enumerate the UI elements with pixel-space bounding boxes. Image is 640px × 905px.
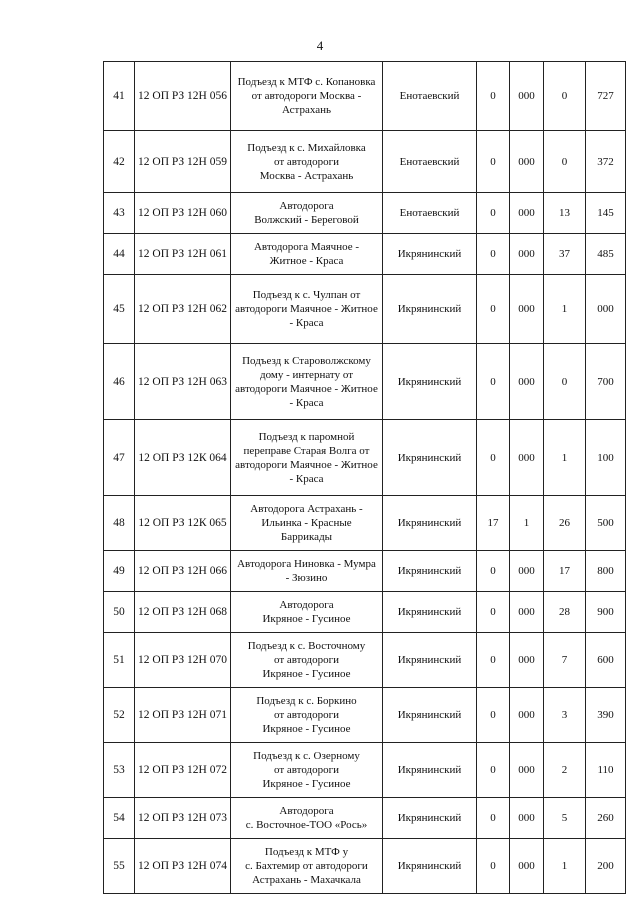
table-body <box>104 62 626 894</box>
district-name: Икрянинский <box>383 344 477 420</box>
length-km: 26 <box>544 496 586 551</box>
length-km: 17 <box>544 551 586 592</box>
length-km: 1 <box>544 420 586 496</box>
district-name: Икрянинский <box>383 798 477 839</box>
length-m: 500 <box>586 496 626 551</box>
value-a: 0 <box>477 420 510 496</box>
row-number: 52 <box>104 688 135 743</box>
table-row <box>104 131 626 193</box>
road-code: 12 ОП РЗ 12Н 074 <box>135 839 231 894</box>
road-name: Подъезд к Староволжскому дому - интернату от автодороги Маячное - Житное - Краса <box>231 344 383 420</box>
length-m: 390 <box>586 688 626 743</box>
road-name: Автодорога Икряное - Гусиное <box>231 592 383 633</box>
district-name: Икрянинский <box>383 275 477 344</box>
length-m: 900 <box>586 592 626 633</box>
length-m: 700 <box>586 344 626 420</box>
value-b: 000 <box>510 839 544 894</box>
value-b: 000 <box>510 62 544 131</box>
length-km: 13 <box>544 193 586 234</box>
value-a: 0 <box>477 688 510 743</box>
length-m: 800 <box>586 551 626 592</box>
road-name: Автодорога Астрахань - Ильинка - Красные Баррикады <box>231 496 383 551</box>
table-row <box>104 633 626 688</box>
length-m: 727 <box>586 62 626 131</box>
value-b: 1 <box>510 496 544 551</box>
district-name: Икрянинский <box>383 420 477 496</box>
length-m: 600 <box>586 633 626 688</box>
road-name: Подъезд к МТФ у с. Бахтемир от автодороги Астрахань - Махачкала <box>231 839 383 894</box>
road-code: 12 ОП РЗ 12Н 062 <box>135 275 231 344</box>
road-code: 12 ОП РЗ 12Н 071 <box>135 688 231 743</box>
value-b: 000 <box>510 193 544 234</box>
row-number: 51 <box>104 633 135 688</box>
road-name: Подъезд к с. Михайловка от автодороги Москва - Астрахань <box>231 131 383 193</box>
road-name: Подъезд к с. Боркино от автодороги Икряное - Гусиное <box>231 688 383 743</box>
value-b: 000 <box>510 131 544 193</box>
table-row <box>104 193 626 234</box>
value-b: 000 <box>510 344 544 420</box>
row-number: 46 <box>104 344 135 420</box>
value-a: 0 <box>477 62 510 131</box>
value-b: 000 <box>510 234 544 275</box>
length-m: 485 <box>586 234 626 275</box>
road-code: 12 ОП РЗ 12Н 073 <box>135 798 231 839</box>
length-km: 0 <box>544 344 586 420</box>
district-name: Енотаевский <box>383 131 477 193</box>
district-name: Икрянинский <box>383 592 477 633</box>
length-m: 145 <box>586 193 626 234</box>
value-a: 0 <box>477 592 510 633</box>
district-name: Енотаевский <box>383 62 477 131</box>
length-km: 7 <box>544 633 586 688</box>
value-b: 000 <box>510 275 544 344</box>
road-name: Подъезд к с. Озерному от автодороги Икряное - Гусиное <box>231 743 383 798</box>
value-b: 000 <box>510 633 544 688</box>
value-b: 000 <box>510 551 544 592</box>
value-a: 0 <box>477 234 510 275</box>
value-a: 0 <box>477 131 510 193</box>
road-name: Подъезд к паромной переправе Старая Волга от автодороги Маячное - Житное - Краса <box>231 420 383 496</box>
length-km: 0 <box>544 62 586 131</box>
road-name: Подъезд к МТФ с. Копановка от автодороги Москва - Астрахань <box>231 62 383 131</box>
length-m: 000 <box>586 275 626 344</box>
length-km: 3 <box>544 688 586 743</box>
table-row <box>104 420 626 496</box>
road-code: 12 ОП РЗ 12Н 059 <box>135 131 231 193</box>
row-number: 50 <box>104 592 135 633</box>
road-code: 12 ОП РЗ 12Н 063 <box>135 344 231 420</box>
road-code: 12 ОП РЗ 12Н 068 <box>135 592 231 633</box>
row-number: 42 <box>104 131 135 193</box>
value-a: 0 <box>477 743 510 798</box>
road-name: Автодорога с. Восточное-ТОО «Рось» <box>231 798 383 839</box>
value-b: 000 <box>510 798 544 839</box>
road-code: 12 ОП РЗ 12Н 061 <box>135 234 231 275</box>
district-name: Енотаевский <box>383 193 477 234</box>
value-a: 0 <box>477 551 510 592</box>
road-code: 12 ОП РЗ 12Н 060 <box>135 193 231 234</box>
length-km: 28 <box>544 592 586 633</box>
road-code: 12 ОП РЗ 12Н 056 <box>135 62 231 131</box>
road-name: Автодорога Маячное - Житное - Краса <box>231 234 383 275</box>
value-a: 0 <box>477 839 510 894</box>
road-code: 12 ОП РЗ 12К 065 <box>135 496 231 551</box>
road-code: 12 ОП РЗ 12К 064 <box>135 420 231 496</box>
roads-table <box>103 61 626 894</box>
value-a: 0 <box>477 344 510 420</box>
length-km: 0 <box>544 131 586 193</box>
district-name: Икрянинский <box>383 234 477 275</box>
page-number: 4 <box>316 38 324 53</box>
district-name: Икрянинский <box>383 743 477 798</box>
table-row <box>104 62 626 131</box>
road-code: 12 ОП РЗ 12Н 072 <box>135 743 231 798</box>
road-code: 12 ОП РЗ 12Н 070 <box>135 633 231 688</box>
row-number: 47 <box>104 420 135 496</box>
table-row <box>104 551 626 592</box>
road-name: Автодорога Волжский - Береговой <box>231 193 383 234</box>
road-name: Автодорога Ниновка - Мумра - Зюзино <box>231 551 383 592</box>
row-number: 45 <box>104 275 135 344</box>
length-km: 5 <box>544 798 586 839</box>
row-number: 53 <box>104 743 135 798</box>
row-number: 49 <box>104 551 135 592</box>
value-a: 17 <box>477 496 510 551</box>
row-number: 41 <box>104 62 135 131</box>
road-code: 12 ОП РЗ 12Н 066 <box>135 551 231 592</box>
table-row <box>104 275 626 344</box>
table-row <box>104 592 626 633</box>
road-name: Подъезд к с. Восточному от автодороги Икряное - Гусиное <box>231 633 383 688</box>
district-name: Икрянинский <box>383 633 477 688</box>
row-number: 44 <box>104 234 135 275</box>
table-row <box>104 234 626 275</box>
table-row <box>104 743 626 798</box>
length-m: 372 <box>586 131 626 193</box>
value-a: 0 <box>477 633 510 688</box>
table-row <box>104 798 626 839</box>
district-name: Икрянинский <box>383 839 477 894</box>
district-name: Икрянинский <box>383 496 477 551</box>
value-a: 0 <box>477 275 510 344</box>
value-a: 0 <box>477 798 510 839</box>
value-b: 000 <box>510 688 544 743</box>
row-number: 54 <box>104 798 135 839</box>
table-row <box>104 839 626 894</box>
length-km: 2 <box>544 743 586 798</box>
length-km: 1 <box>544 839 586 894</box>
district-name: Икрянинский <box>383 688 477 743</box>
length-m: 260 <box>586 798 626 839</box>
length-m: 110 <box>586 743 626 798</box>
row-number: 55 <box>104 839 135 894</box>
value-b: 000 <box>510 592 544 633</box>
row-number: 48 <box>104 496 135 551</box>
length-km: 37 <box>544 234 586 275</box>
table-row <box>104 344 626 420</box>
row-number: 43 <box>104 193 135 234</box>
road-name: Подъезд к с. Чулпан от автодороги Маячное - Житное - Краса <box>231 275 383 344</box>
value-b: 000 <box>510 743 544 798</box>
value-a: 0 <box>477 193 510 234</box>
length-km: 1 <box>544 275 586 344</box>
value-b: 000 <box>510 420 544 496</box>
table-row <box>104 496 626 551</box>
length-m: 200 <box>586 839 626 894</box>
table-row <box>104 688 626 743</box>
district-name: Икрянинский <box>383 551 477 592</box>
length-m: 100 <box>586 420 626 496</box>
